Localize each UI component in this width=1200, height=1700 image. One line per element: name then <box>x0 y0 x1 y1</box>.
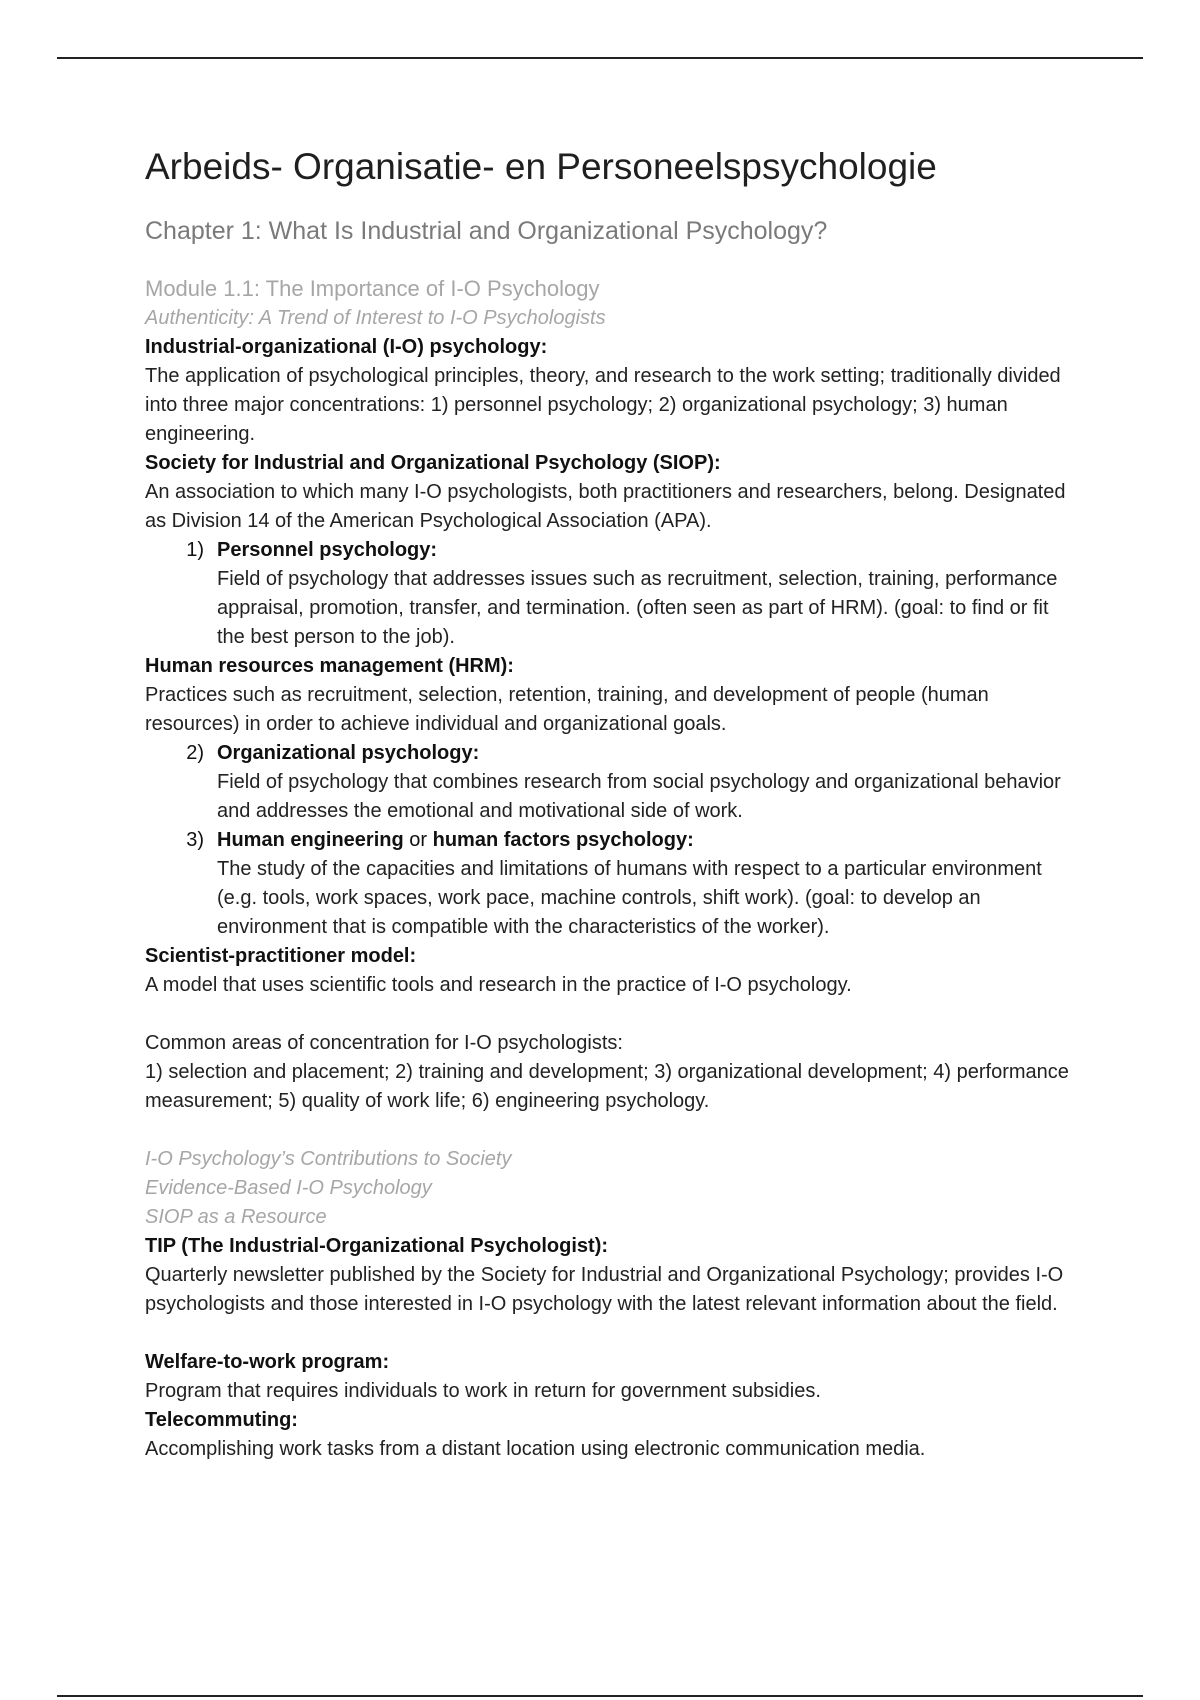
subheading-contributions: I-O Psychology’s Contributions to Society <box>145 1148 512 1170</box>
term-personnel-psychology: Personnel psychology: <box>217 539 438 561</box>
subheading-siop-resource: SIOP as a Resource <box>145 1206 327 1228</box>
module-heading: Module 1.1: The Importance of I-O Psychology <box>145 276 600 301</box>
definition-human-engineering: The study of the capacities and limitations of humans with respect to a particular environment (e.g. tools, work spaces, work pace, machine controls, shift work). (goal: to develop an environment that is compatible with the characteristics of the worker). <box>217 858 1042 938</box>
definition-siop: An association to which many I-O psychologists, both practitioners and researchers, belong. Designated as Division 14 of the American Psychological Association (APA). <box>145 481 1066 532</box>
list-number: 2) <box>186 742 204 764</box>
term-human-engineering: Human engineering <box>217 829 404 851</box>
term-io-psychology: Industrial-organizational (I-O) psychology: <box>145 336 548 358</box>
definition-personnel-psychology: Field of psychology that addresses issues such as recruitment, selection, training, performance appraisal, promotion, transfer, and termination. (often seen as part of HRM). (goal: to find or fit the best person to the job). <box>217 568 1058 648</box>
areas-heading: Common areas of concentration for I-O psychologists: <box>145 1032 623 1054</box>
term-human-factors: human factors psychology: <box>432 829 694 851</box>
term-scientist-practitioner: Scientist-practitioner model: <box>145 945 417 967</box>
definition-scientist-practitioner: A model that uses scientific tools and research in the practice of I-O psychology. <box>145 974 852 996</box>
areas-list: 1) selection and placement; 2) training and development; 3) organizational development; 4) performance measurement; 5) quality of work life; 6) engineering psychology. <box>145 1061 1069 1112</box>
list-item-organizational <box>145 739 1075 826</box>
definition-telecommuting: Accomplishing work tasks from a distant location using electronic communication media. <box>145 1438 926 1460</box>
definition-welfare-to-work: Program that requires individuals to work in return for government subsidies. <box>145 1380 821 1402</box>
subheading-authenticity: Authenticity: A Trend of Interest to I-O Psychologists <box>145 307 606 329</box>
definition-organizational-psychology: Field of psychology that combines research from social psychology and organizational behavior and addresses the emotional and motivational side of work. <box>217 771 1061 822</box>
term-connector-or: or <box>403 829 433 851</box>
chapter-heading: Chapter 1: What Is Industrial and Organizational Psychology? <box>145 217 828 245</box>
list-item-human-engineering <box>145 826 1075 942</box>
subheading-evidence-based: Evidence-Based I-O Psychology <box>145 1177 432 1199</box>
list-number: 3) <box>186 829 204 851</box>
bottom-rule <box>57 1695 1143 1697</box>
term-telecommuting: Telecommuting: <box>145 1409 298 1431</box>
document-body <box>145 140 1075 1464</box>
top-rule <box>57 57 1143 59</box>
term-tip: TIP (The Industrial-Organizational Psychologist): <box>145 1235 609 1257</box>
definition-io-psychology: The application of psychological principles, theory, and research to the work setting; traditionally divided into three major concentrations: 1) personnel psychology; 2) organizational psychology; 3) human engineering. <box>145 365 1061 445</box>
definition-hrm: Practices such as recruitment, selection, retention, training, and development of people (human resources) in order to achieve individual and organizational goals. <box>145 684 989 735</box>
term-human-engineering-line <box>217 826 1075 855</box>
term-welfare-to-work: Welfare-to-work program: <box>145 1351 390 1373</box>
term-hrm: Human resources management (HRM): <box>145 655 514 677</box>
definition-tip: Quarterly newsletter published by the Society for Industrial and Organizational Psychology; provides I-O psychologists and those interested in I-O psychology with the latest relevant information about the field. <box>145 1264 1064 1315</box>
document-title: Arbeids- Organisatie- en Personeelspsychologie <box>145 146 937 187</box>
list-item-personnel <box>145 536 1075 652</box>
list-number: 1) <box>186 539 204 561</box>
term-organizational-psychology: Organizational psychology: <box>217 742 480 764</box>
term-siop: Society for Industrial and Organizational Psychology (SIOP): <box>145 452 721 474</box>
